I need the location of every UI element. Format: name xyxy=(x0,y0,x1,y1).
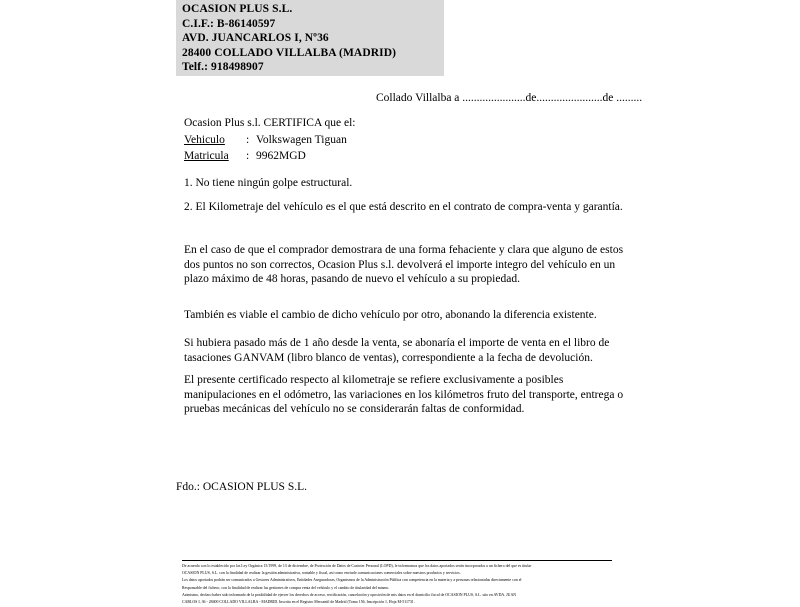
company-cif: C.I.F.: B-86140597 xyxy=(182,17,276,30)
certify-point-2: 2. El Kilometraje del vehículo es el que está descrito en el contrato de compra-venta y garantía. xyxy=(184,201,623,213)
vehicle-plate-label: Matricula xyxy=(184,149,229,162)
vehicle-model-row xyxy=(184,133,347,149)
footer-line-3: Los datos aportados podrán ser comunicados a Gestores Administrativos, Entidades Aseguradoras, Organismos de la Administración Pública con competencia en la materia y a personas relacionadas directamente con el xyxy=(182,578,522,583)
footer-line-2: OCASION PLUS, S.L. con la finalidad de realizar la gestión administrativa, contable y fiscal, así como enviarle comunicaciones comerciales sobre nuestros productos y servicios. xyxy=(182,571,461,576)
vehicle-plate-value: 9962MGD xyxy=(256,149,306,162)
footer-line-1: De acuerdo con lo establecido por las Ley Orgánica 15/1999, de 13 de diciembre, de Protección de Datos de Carácter Personal (LOPD), le informamos que los datos aportados serán incorporados a un fichero del que es titular xyxy=(182,564,532,568)
certify-line: Ocasion Plus s.l. CERTIFICA que el: xyxy=(184,117,356,129)
vehicle-model-value: Volkswagen Tiguan xyxy=(256,134,347,146)
footer-line-5: Asimismo, declaro haber sido informado de la posibilidad de ejercer los derechos de acceso, rectificación, cancelación y oposición de mis datos en el domicilio fiscal de OCASION PLUS, S.L. sito en AVDA. JUAN xyxy=(182,592,517,597)
paragraph-ganvam: Si hubiera pasado más de 1 año desde la venta, se abonaría el importe de venta en el libro de tasaciones GANVAM (libro blanco de ventas), correspondiente a la fecha de devolución. xyxy=(184,337,610,364)
vehicle-model-label: Vehiculo xyxy=(184,134,225,146)
company-city: 28400 COLLADO VILLALBA (MADRID) xyxy=(182,46,397,59)
company-phone: Telf.: 918498907 xyxy=(182,61,264,74)
footer-line-4: Responsable del fichero, con la finalidad de realizar las gestiones de compra venta del vehículo y el cambio de titularidad del mismo. xyxy=(182,585,390,590)
signature-line: Fdo.: OCASION PLUS S.L. xyxy=(176,481,307,493)
paragraph-odometer: El presente certificado respecto al kilometraje se refiere exclusivamente a posibles manipulaciones en el odómetro, las variaciones en los kilómetros fruto del transporte, entrega o pruebas mecánicas del vehículo no se considerarán faltas de conformidad. xyxy=(184,374,624,416)
vehicle-plate-row xyxy=(184,149,347,165)
company-address: AVD. JUANCARLOS I, Nº36 xyxy=(182,32,329,45)
vehicle-details xyxy=(184,133,347,164)
footer-divider xyxy=(182,560,612,561)
vehicle-plate-separator: : xyxy=(246,149,250,162)
letterhead-company-info xyxy=(182,2,482,75)
footer-line-6: CARLOS I, 36 - 28400 COLLADO VILLALBA - MADRID. Inscrita en el Registro Mercantil de Madrid (Tomo 156, Inscripción 1, Hoja M-511731. xyxy=(182,600,415,605)
company-name: OCASION PLUS S.L. xyxy=(182,3,293,15)
vehicle-model-separator: : xyxy=(246,134,250,146)
paragraph-exchange: También es viable el cambio de dicho vehículo por otro, abonando la diferencia existente. xyxy=(184,309,597,321)
certify-point-1: 1. No tiene ningún golpe estructural. xyxy=(184,177,353,189)
date-line: Collado Villalba a ......................de.......................de ......... xyxy=(376,92,643,104)
paragraph-refund: En el caso de que el comprador demostrara de una forma fehaciente y clara que alguno de estos dos puntos no son correctos, Ocasion Plus s.l. devolverá el importe integro del vehículo en un plazo máximo de 48 horas, pasando de nuevo el vehículo a su propiedad. xyxy=(184,244,624,286)
